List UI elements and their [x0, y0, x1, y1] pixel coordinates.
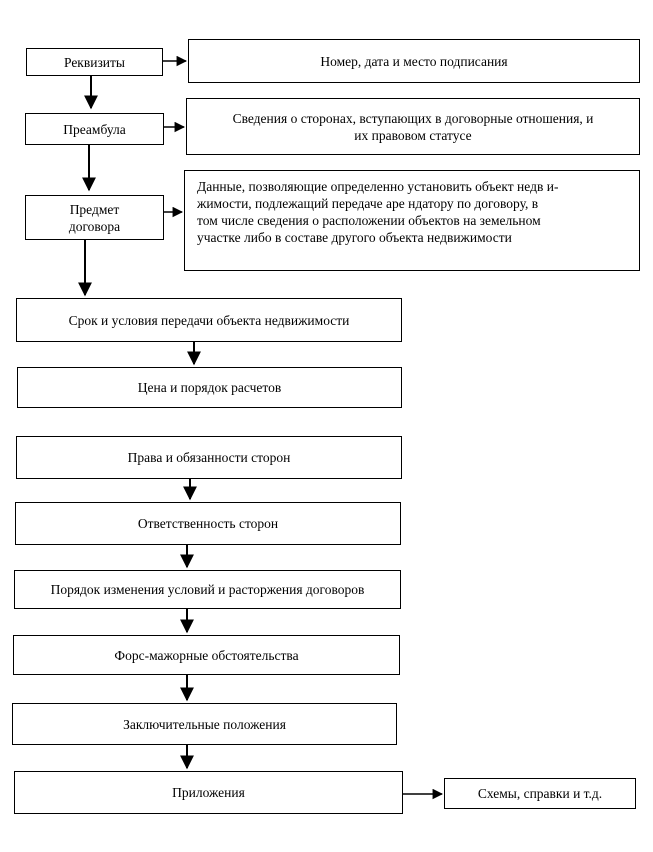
subject-box [25, 195, 164, 240]
appendix-detail-text: Схемы, справки и т.д. [477, 786, 603, 801]
section-box-6 [13, 635, 400, 675]
section-label-6: Форс-мажорные обстоятельства [114, 647, 299, 663]
section-box-2 [17, 367, 402, 408]
section-label-3: Права и обязанности сторон [127, 450, 291, 465]
preamble-detail-text: Сведения о сторонах, вступающих в договорные отношения, и их правовом статусе [232, 110, 594, 143]
subject-label: Предмет договора [68, 201, 121, 234]
section-label-4: Ответственность сторон [137, 516, 279, 531]
preamble-detail-box [186, 98, 640, 155]
requisites-box [26, 48, 163, 76]
section-box-5 [14, 570, 401, 609]
appendix-detail-box [444, 778, 636, 809]
section-box-1 [16, 298, 402, 342]
section-label-1: Срок и условия передачи объекта недвижимости [68, 312, 350, 328]
requisites-label: Реквизиты [63, 54, 125, 70]
subject-detail-box [184, 170, 640, 271]
preamble-box [25, 113, 164, 145]
requisites-detail-box [188, 39, 640, 83]
section-box-4 [15, 502, 401, 545]
section-box-3 [16, 436, 402, 479]
requisites-detail-text: Номер, дата и место подписания [320, 53, 508, 69]
section-box-7 [12, 703, 397, 745]
section-label-2: Цена и порядок расчетов [137, 380, 282, 395]
section-label-7: Заключительные положения [123, 716, 286, 732]
section-label-8: Приложения [172, 785, 245, 800]
section-box-8 [14, 771, 403, 814]
subject-detail-text: Данные, позволяющие определенно установить объект недв и- жимости, подлежащий передаче аре ндатору по договору, в том числе сведения о расположении объектов на земельном участке либо в составе другого объекта недвижимости [197, 179, 559, 245]
section-label-5: Порядок изменения условий и расторжения договоров [50, 582, 365, 597]
preamble-label: Преамбула [63, 121, 126, 137]
